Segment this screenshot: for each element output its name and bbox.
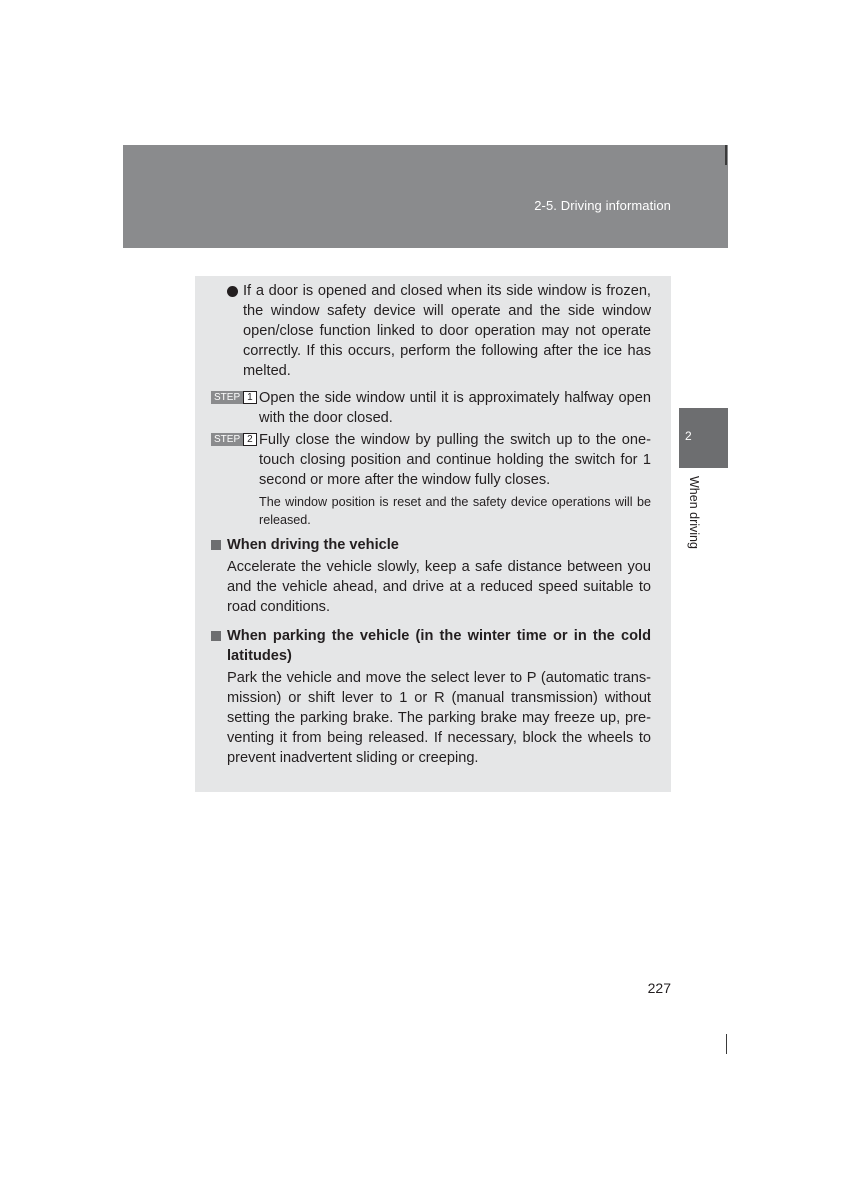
step-2 xyxy=(211,430,651,490)
section-heading-parking-text: When parking the vehicle (in the winter time or in the cold latitudes) xyxy=(227,628,651,664)
bullet-paragraph xyxy=(211,281,651,381)
section-body-parking: Park the vehicle and move the select lever to P (automatic trans-mission) or shift lever to 1 or R (manual transmission) without setting the parking brake. The parking brake may freeze up, pre-venting it from being released. If necessary, block the wheels to prevent inadvertent sliding or creeping. xyxy=(227,670,651,766)
bullet-paragraph-text: If a door is opened and closed when its side window is frozen, the window safety device will operate and the side window open/close function linked to door operation may not operate correctly. If this occurs, perform the following after the ice has melted. xyxy=(243,283,651,379)
square-bullet-icon xyxy=(211,631,221,641)
content xyxy=(211,281,651,777)
section-heading-driving xyxy=(211,535,651,555)
step-1-badge-label: STEP xyxy=(211,391,243,404)
page-number: 227 xyxy=(647,980,671,996)
chapter-tab-label: When driving xyxy=(687,476,701,549)
header-corner-mark xyxy=(725,145,727,165)
section-heading-driving-text: When driving the vehicle xyxy=(227,537,399,553)
section-body-driving: Accelerate the vehicle slowly, keep a safe distance between you and the vehicle ahead, and drive at a reduced speed suitable to road conditions. xyxy=(227,559,651,615)
step-2-badge xyxy=(211,433,257,446)
step-2-badge-label: STEP xyxy=(211,433,243,446)
step-1-badge-number: 1 xyxy=(243,391,257,404)
step-1-badge xyxy=(211,391,257,404)
step-2-text: Fully close the window by pulling the switch up to the one-touch closing position and continue holding the switch for 1 second or more after the window fully closes. xyxy=(259,432,651,488)
step-note: The window position is reset and the safety device operations will be released. xyxy=(259,495,651,527)
bullet-icon xyxy=(227,286,238,297)
square-bullet-icon xyxy=(211,540,221,550)
section-heading-parking xyxy=(211,626,651,666)
header-band xyxy=(123,145,728,248)
step-1 xyxy=(211,388,651,428)
step-2-badge-number: 2 xyxy=(243,433,257,446)
section-title: 2-5. Driving information xyxy=(534,198,671,213)
chapter-tab-number: 2 xyxy=(685,429,692,443)
step-1-text: Open the side window until it is approximately halfway open with the door closed. xyxy=(259,390,651,426)
footer-corner-mark xyxy=(726,1034,727,1054)
